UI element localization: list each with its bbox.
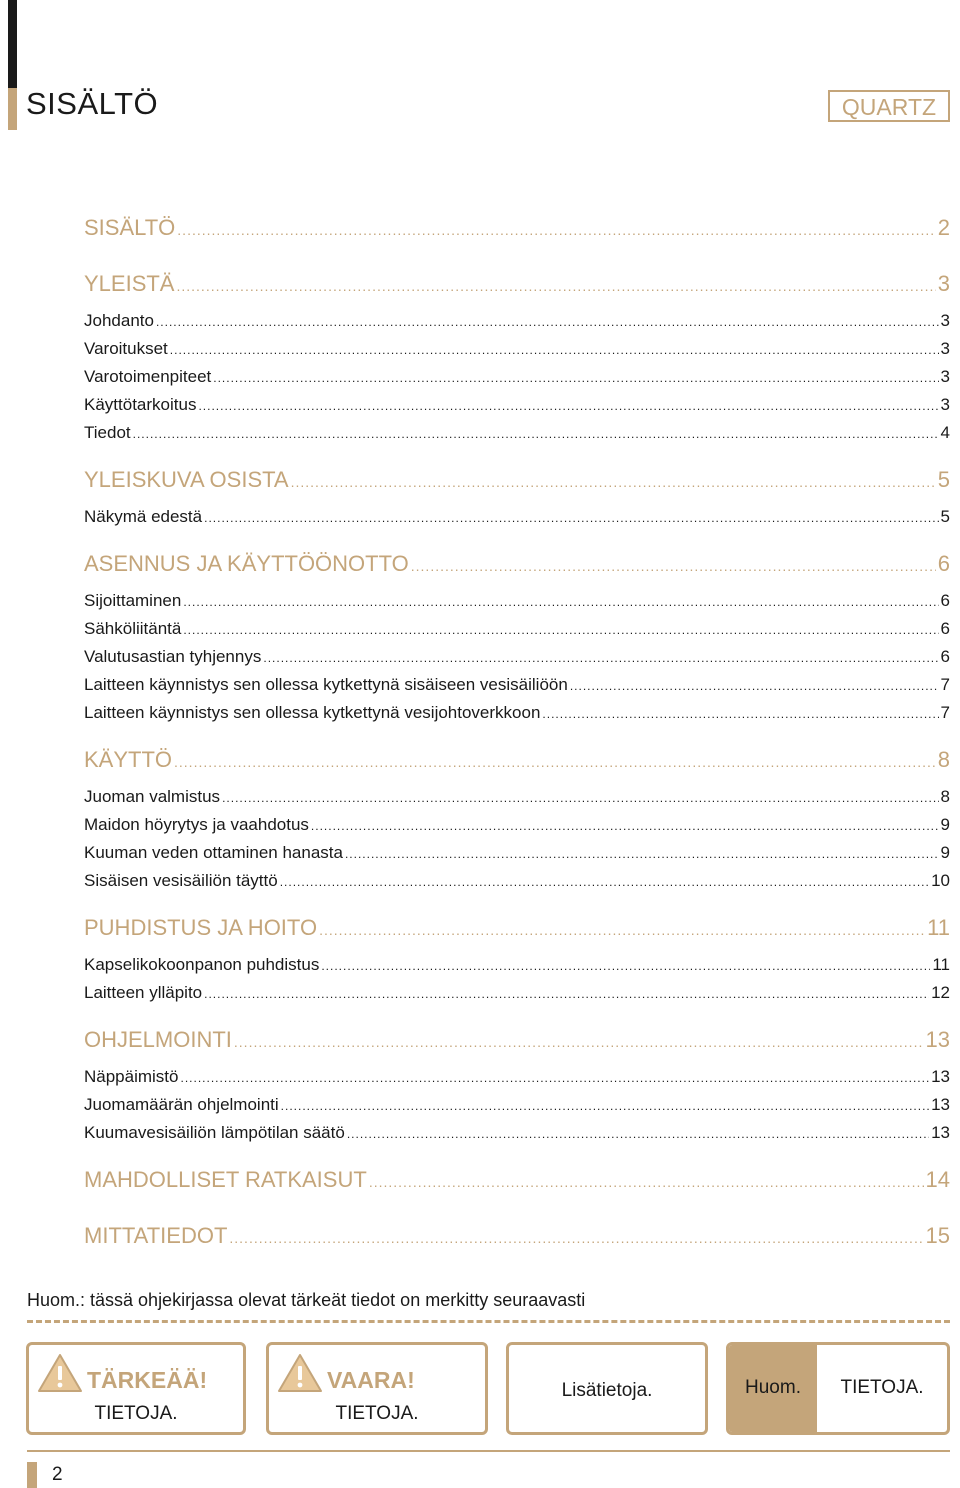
toc-gap	[84, 895, 950, 905]
info-text: Lisätietoja.	[561, 1380, 653, 1401]
toc-leader-dots	[204, 980, 929, 1008]
toc-gap	[84, 531, 950, 541]
toc-gap	[84, 447, 950, 457]
toc-leader-dots	[181, 1064, 930, 1092]
toc-page-number: 3	[940, 367, 950, 386]
footer-accent-bar	[27, 1462, 37, 1488]
footer-divider	[27, 1450, 950, 1452]
note-tag: Huom.	[745, 1377, 801, 1398]
toc-leader-dots	[319, 907, 925, 953]
toc-entry-label: Valutusastian tyhjennys	[84, 647, 262, 666]
toc-page-number: 5	[940, 507, 950, 526]
info-badge	[506, 1342, 708, 1435]
toc-section-row	[84, 205, 950, 251]
toc-entry-label: Sähköliitäntä	[84, 619, 182, 638]
warning-triangle-icon	[277, 1353, 323, 1393]
toc-page-number: 3	[940, 395, 950, 414]
toc-section-row	[84, 1157, 950, 1203]
toc-leader-dots	[204, 504, 938, 532]
toc-page-number: 9	[940, 815, 950, 834]
toc-page-number: 8	[940, 787, 950, 806]
toc-leader-dots	[229, 1215, 923, 1261]
toc-entry-row	[84, 839, 950, 867]
margin-bar-dark	[8, 0, 17, 88]
toc-section-row	[84, 1017, 950, 1063]
toc-leader-dots	[213, 364, 938, 392]
toc-entry-label: Juoman valmistus	[84, 787, 221, 806]
toc-leader-dots	[345, 840, 939, 868]
toc-leader-dots	[542, 700, 938, 728]
toc-page-number: 7	[940, 675, 950, 694]
toc-entry-row	[84, 643, 950, 671]
toc-entry-row	[84, 979, 950, 1007]
toc-section-title: KÄYTTÖ	[84, 747, 173, 772]
toc-page-number: 10	[931, 871, 950, 890]
note-text-label: TIETOJA.	[840, 1377, 924, 1398]
toc-section-title: ASENNUS JA KÄYTTÖÖNOTTO	[84, 551, 409, 576]
danger-badge	[266, 1342, 488, 1435]
toc-section-row	[84, 905, 950, 951]
toc-section-title: YLEISTÄ	[84, 271, 175, 296]
toc-entry-row	[84, 363, 950, 391]
toc-entry-row	[84, 783, 950, 811]
toc-entry-row	[84, 587, 950, 615]
toc-page-number: 6	[940, 619, 950, 638]
toc-leader-dots	[174, 739, 936, 785]
toc-page-number: 13	[931, 1123, 950, 1142]
margin-bar-accent	[8, 88, 17, 130]
toc-entry-row	[84, 391, 950, 419]
toc-entry-label: Näkymä edestä	[84, 507, 203, 526]
toc-leader-dots	[280, 868, 929, 896]
toc-page-number: 6	[940, 647, 950, 666]
toc-page-number: 7	[940, 703, 950, 722]
toc-leader-dots	[321, 952, 930, 980]
toc-entry-label: Laitteen käynnistys sen ollessa kytkettynä vesijohtoverkkoon	[84, 703, 541, 722]
toc-page-number: 6	[937, 551, 950, 576]
toc-entry-label: Kuuman veden ottaminen hanasta	[84, 843, 343, 862]
toc-section-title: OHJELMOINTI	[84, 1027, 232, 1052]
toc-entry-row	[84, 307, 950, 335]
toc-section-title: MITTATIEDOT	[84, 1223, 228, 1248]
toc-leader-dots	[411, 543, 936, 589]
toc-entry-row	[84, 811, 950, 839]
danger-tag: VAARA!	[327, 1367, 415, 1393]
dashed-divider	[27, 1320, 950, 1323]
toc-page-number: 8	[937, 747, 950, 772]
toc-section-row	[84, 1213, 950, 1259]
toc-entry-label: Tiedot	[84, 423, 131, 442]
toc-section-title: PUHDISTUS JA HOITO	[84, 915, 318, 940]
toc-entry-row	[84, 503, 950, 531]
toc-entry-row	[84, 615, 950, 643]
toc-leader-dots	[177, 207, 935, 253]
toc-page-number: 6	[940, 591, 950, 610]
warning-triangle-icon	[37, 1353, 83, 1393]
toc-leader-dots	[263, 644, 938, 672]
toc-entry-label: Varotoimenpiteet	[84, 367, 212, 386]
toc-entry-label: Käyttötarkoitus	[84, 395, 197, 414]
toc-leader-dots	[311, 812, 939, 840]
toc-entry-row	[84, 1119, 950, 1147]
toc-entry-row	[84, 671, 950, 699]
toc-entry-label: Laitteen käynnistys sen ollessa kytkettynä sisäiseen vesisäiliöön	[84, 675, 568, 694]
toc-leader-dots	[183, 616, 938, 644]
toc-entry-label: Juomamäärän ohjelmointi	[84, 1095, 279, 1114]
toc-page-number: 9	[940, 843, 950, 862]
toc-section-title: YLEISKUVA OSISTA	[84, 467, 289, 492]
toc-page-number: 15	[925, 1223, 950, 1248]
toc-entry-label: Johdanto	[84, 311, 154, 330]
toc-leader-dots	[133, 420, 939, 448]
toc-section-title: SISÄLTÖ	[84, 215, 176, 240]
toc-entry-label: Kapselikokoonpanon puhdistus	[84, 955, 320, 974]
important-badge	[26, 1342, 246, 1435]
toc-leader-dots	[234, 1019, 924, 1065]
toc-section-row	[84, 457, 950, 503]
toc-leader-dots	[222, 784, 938, 812]
toc-leader-dots	[281, 1092, 929, 1120]
toc-leader-dots	[198, 392, 938, 420]
toc-entry-label: Kuumavesisäiliön lämpötilan säätö	[84, 1123, 345, 1142]
toc-entry-label: Sisäisen vesisäiliön täyttö	[84, 871, 278, 890]
toc-page-number: 3	[940, 311, 950, 330]
toc-gap	[84, 727, 950, 737]
toc-section-row	[84, 737, 950, 783]
toc-page-number: 5	[937, 467, 950, 492]
toc-entry-row	[84, 1063, 950, 1091]
toc-entry-row	[84, 699, 950, 727]
toc-leader-dots	[291, 459, 936, 505]
page-title: SISÄLTÖ	[26, 86, 159, 121]
toc-page-number: 13	[931, 1067, 950, 1086]
toc-section-row	[84, 261, 950, 307]
important-text: TIETOJA.	[94, 1403, 178, 1424]
toc-leader-dots	[347, 1120, 929, 1148]
toc-page-number: 13	[931, 1095, 950, 1114]
toc-page-number: 11	[932, 955, 950, 974]
toc-entry-label: Näppäimistö	[84, 1067, 179, 1086]
toc-page-number: 12	[931, 983, 950, 1002]
toc-gap	[84, 1147, 950, 1157]
table-of-contents	[84, 205, 950, 1259]
important-tag: TÄRKEÄÄ!	[87, 1367, 208, 1393]
toc-entry-row	[84, 1091, 950, 1119]
toc-entry-label: Maidon höyrytys ja vaahdotus	[84, 815, 309, 834]
toc-entry-label: Laitteen ylläpito	[84, 983, 203, 1002]
toc-entry-row	[84, 951, 950, 979]
toc-gap	[84, 1007, 950, 1017]
danger-text: TIETOJA.	[335, 1403, 419, 1424]
toc-section-row	[84, 541, 950, 587]
toc-leader-dots	[570, 672, 939, 700]
toc-leader-dots	[170, 336, 939, 364]
note-text: Huom.: tässä ohjekirjassa olevat tärkeät tiedot on merkitty seuraavasti	[27, 1290, 586, 1310]
toc-leader-dots	[176, 263, 935, 309]
toc-page-number: 4	[940, 423, 950, 442]
toc-section-title: MAHDOLLISET RATKAISUT	[84, 1167, 367, 1192]
toc-entry-row	[84, 419, 950, 447]
toc-page-number: 3	[937, 271, 950, 296]
toc-page-number: 14	[925, 1167, 950, 1192]
toc-page-number: 13	[925, 1027, 950, 1052]
toc-page-number: 11	[927, 915, 950, 940]
toc-leader-dots	[156, 308, 939, 336]
toc-leader-dots	[369, 1159, 924, 1205]
toc-entry-label: Sijoittaminen	[84, 591, 182, 610]
toc-entry-label: Varoitukset	[84, 339, 168, 358]
toc-page-number: 3	[940, 339, 950, 358]
toc-page-number: 2	[937, 215, 950, 240]
toc-leader-dots	[183, 588, 938, 616]
toc-entry-row	[84, 335, 950, 363]
note-badge	[726, 1342, 950, 1435]
toc-entry-row	[84, 867, 950, 895]
brand-label: QUARTZ	[828, 90, 950, 122]
page-number: 2	[52, 1464, 63, 1485]
